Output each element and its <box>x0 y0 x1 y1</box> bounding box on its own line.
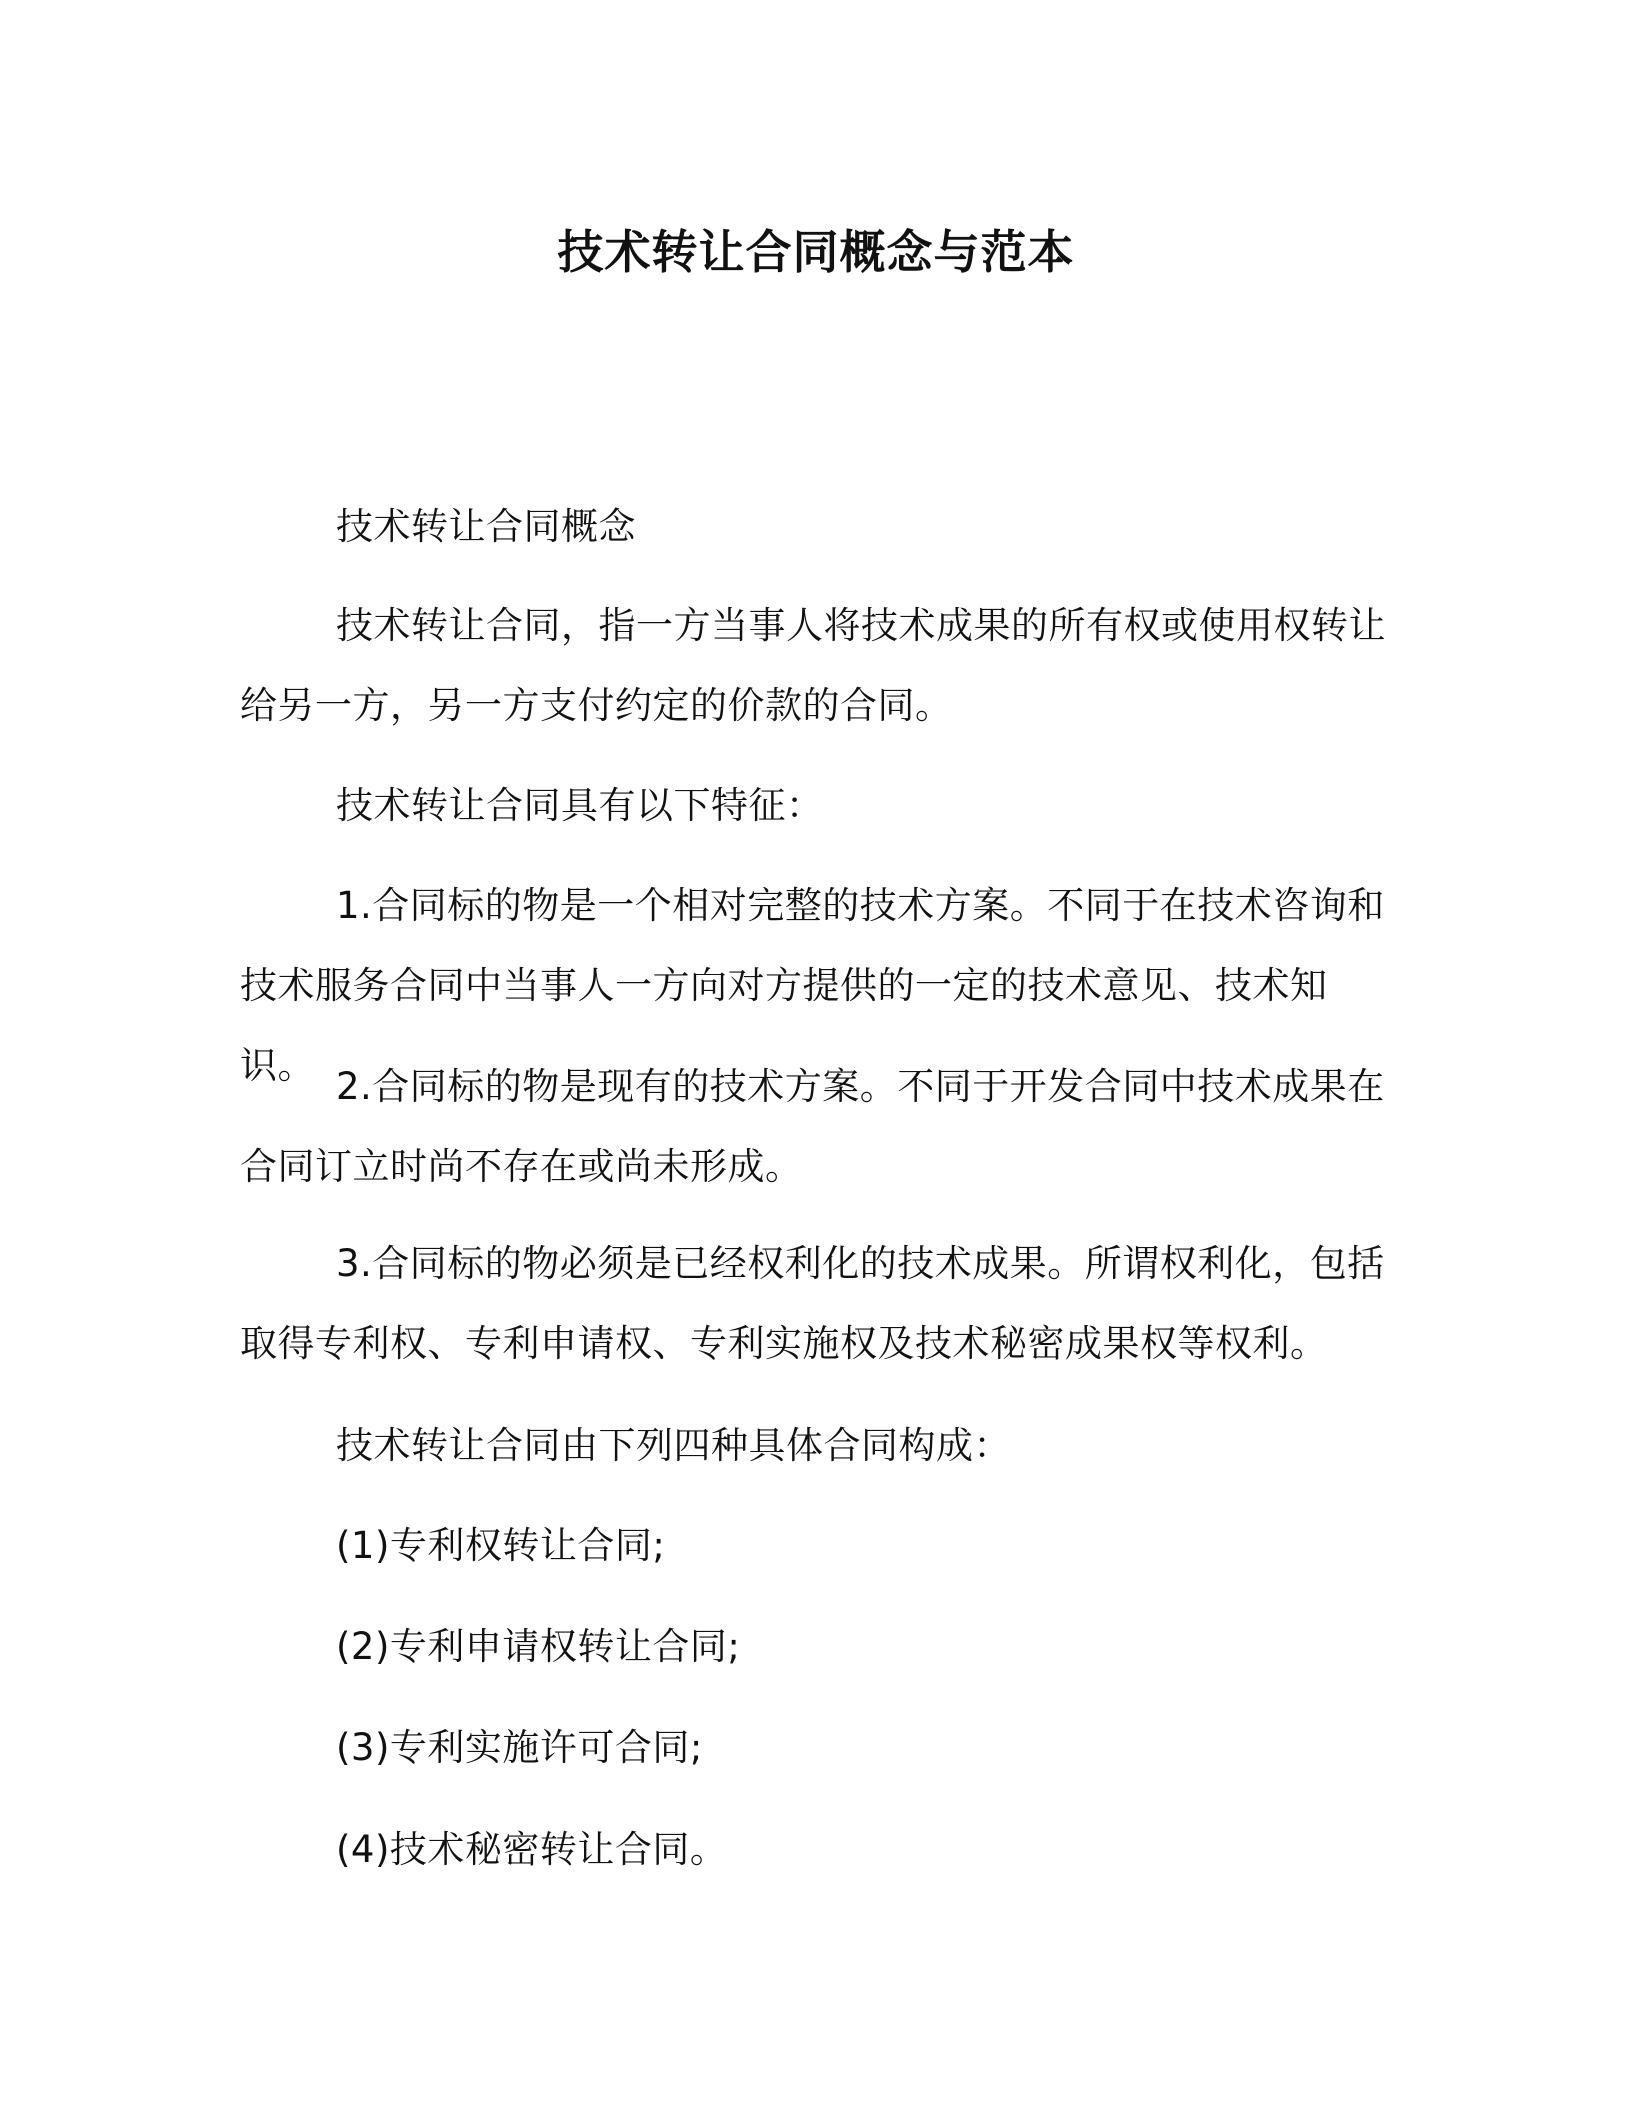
feature-paragraph-2 <box>240 1047 1390 1207</box>
section-heading: 技术转让合同概念 <box>336 505 636 548</box>
feature-2-line-1: 2.合同标的物是现有的技术方案。不同于开发合同中技术成果在 <box>336 1065 1385 1108</box>
definition-line-2: 给另一方，另一方支付约定的价款的合同。 <box>240 684 953 727</box>
feature-3-line-1: 3.合同标的物必须是已经权利化的技术成果。所谓权利化，包括 <box>336 1242 1385 1285</box>
types-intro: 技术转让合同由下列四种具体合同构成： <box>336 1424 1011 1467</box>
feature-1-line-1: 1.合同标的物是一个相对完整的技术方案。不同于在技术咨询和 <box>336 884 1385 927</box>
type-item-3: (3)专利实施许可合同; <box>336 1726 703 1769</box>
features-intro: 技术转让合同具有以下特征： <box>336 784 824 827</box>
feature-paragraph-3 <box>240 1224 1390 1384</box>
type-item-1: (1)专利权转让合同; <box>336 1524 666 1567</box>
feature-2-line-2: 合同订立时尚不存在或尚未形成。 <box>240 1145 803 1188</box>
definition-paragraph <box>240 586 1390 746</box>
document-title: 技术转让合同概念与范本 <box>557 225 1075 279</box>
type-item-2: (2)专利申请权转让合同; <box>336 1625 741 1668</box>
type-item-4: (4)技术秘密转让合同。 <box>336 1828 728 1871</box>
feature-3-line-2: 取得专利权、专利申请权、专利实施权及技术秘密成果权等权利。 <box>240 1322 1328 1365</box>
definition-line-1: 技术转让合同，指一方当事人将技术成果的所有权或使用权转让 <box>336 604 1386 647</box>
feature-1-line-2: 技术服务合同中当事人一方向对方提供的一定的技术意见、技术知识。 <box>240 964 1328 1087</box>
